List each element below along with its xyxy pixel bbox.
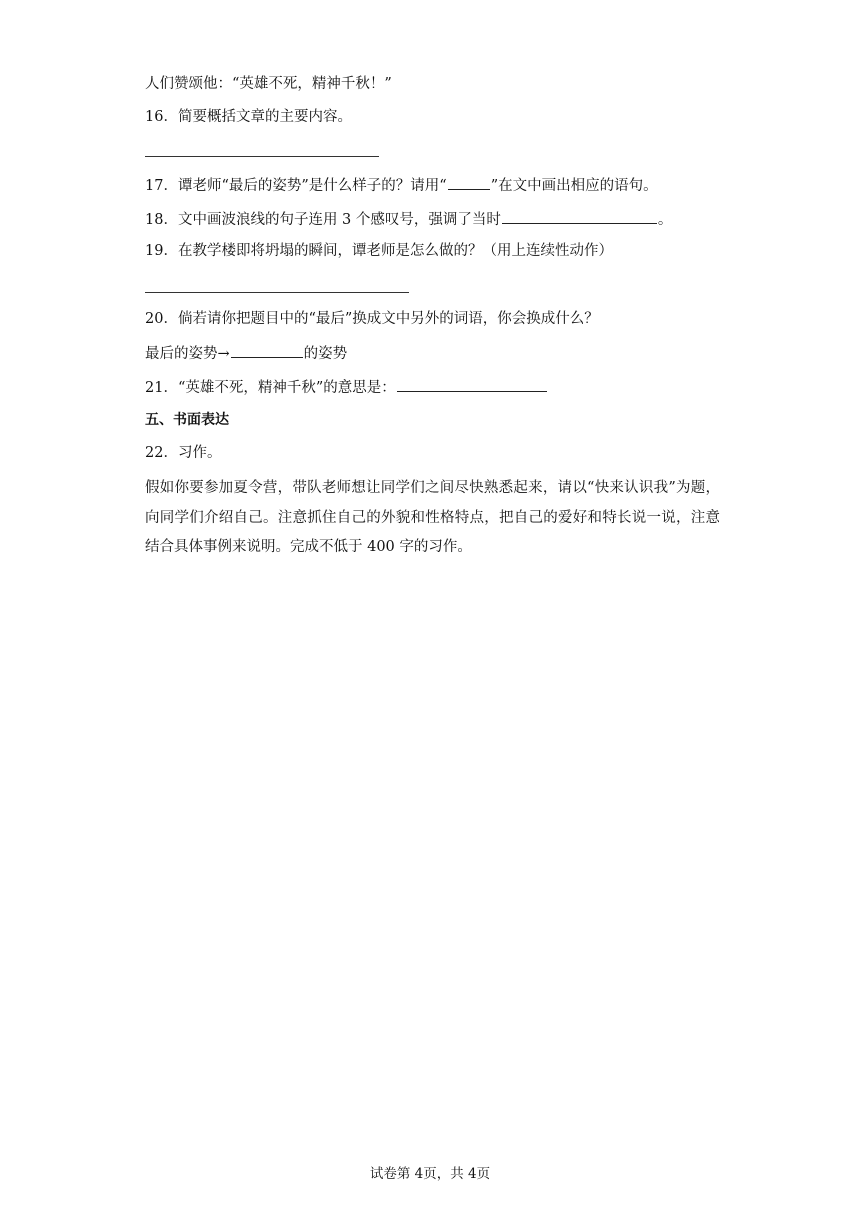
answer-line-19: [145, 292, 409, 293]
answer-blank-18: [502, 208, 657, 224]
question-17-text-b: ”在文中画出相应的语句。: [490, 178, 658, 194]
question-17-text-a: 17．谭老师“最后的姿势”是什么样子的？请用“: [145, 178, 447, 194]
question-19: 19．在教学楼即将坍塌的瞬间，谭老师是怎么做的？（用上连续性动作）: [145, 243, 613, 259]
question-20: 20．倘若请你把题目中的“最后”换成文中另外的词语，你会换成什么？: [145, 311, 599, 327]
underline-sample: [448, 174, 490, 190]
essay-prompt: 假如你要参加夏令营，带队老师想让同学们之间尽快熟悉起来，请以“快来认识我”为题，向同学们介绍自己。注意抓住自己的外貌和性格特点，把自己的爱好和特长说一说，注意结合具体事例来说明。完成不低于 400 字的习作。: [145, 480, 720, 555]
page-footer: 试卷第 4页，共 4页: [369, 1166, 491, 1182]
question-22: 22．习作。: [145, 445, 222, 461]
question-18: [145, 208, 672, 230]
question-20-sub-text-a: 最后的姿势→: [145, 346, 230, 362]
question-18-text-a: 18．文中画波浪线的句子连用 3 个感叹号，强调了当时: [145, 212, 501, 228]
question-16: 16．简要概括文章的主要内容。: [145, 109, 352, 125]
section-heading-writing: 五、书面表达: [145, 412, 229, 428]
question-20-sub-text-b: 的姿势: [303, 346, 348, 362]
question-21: [145, 376, 548, 398]
answer-blank-20: [231, 342, 303, 358]
question-20-sub: [145, 342, 347, 364]
question-18-text-b: 。: [657, 212, 673, 228]
answer-blank-21: [397, 376, 547, 392]
answer-line-16: [145, 156, 379, 157]
question-21-text: 21．“英雄不死，精神千秋”的意思是：: [145, 380, 396, 396]
question-17: [145, 174, 658, 196]
quote-line: 人们赞颂他：“英雄不死，精神千秋！”: [145, 76, 392, 92]
